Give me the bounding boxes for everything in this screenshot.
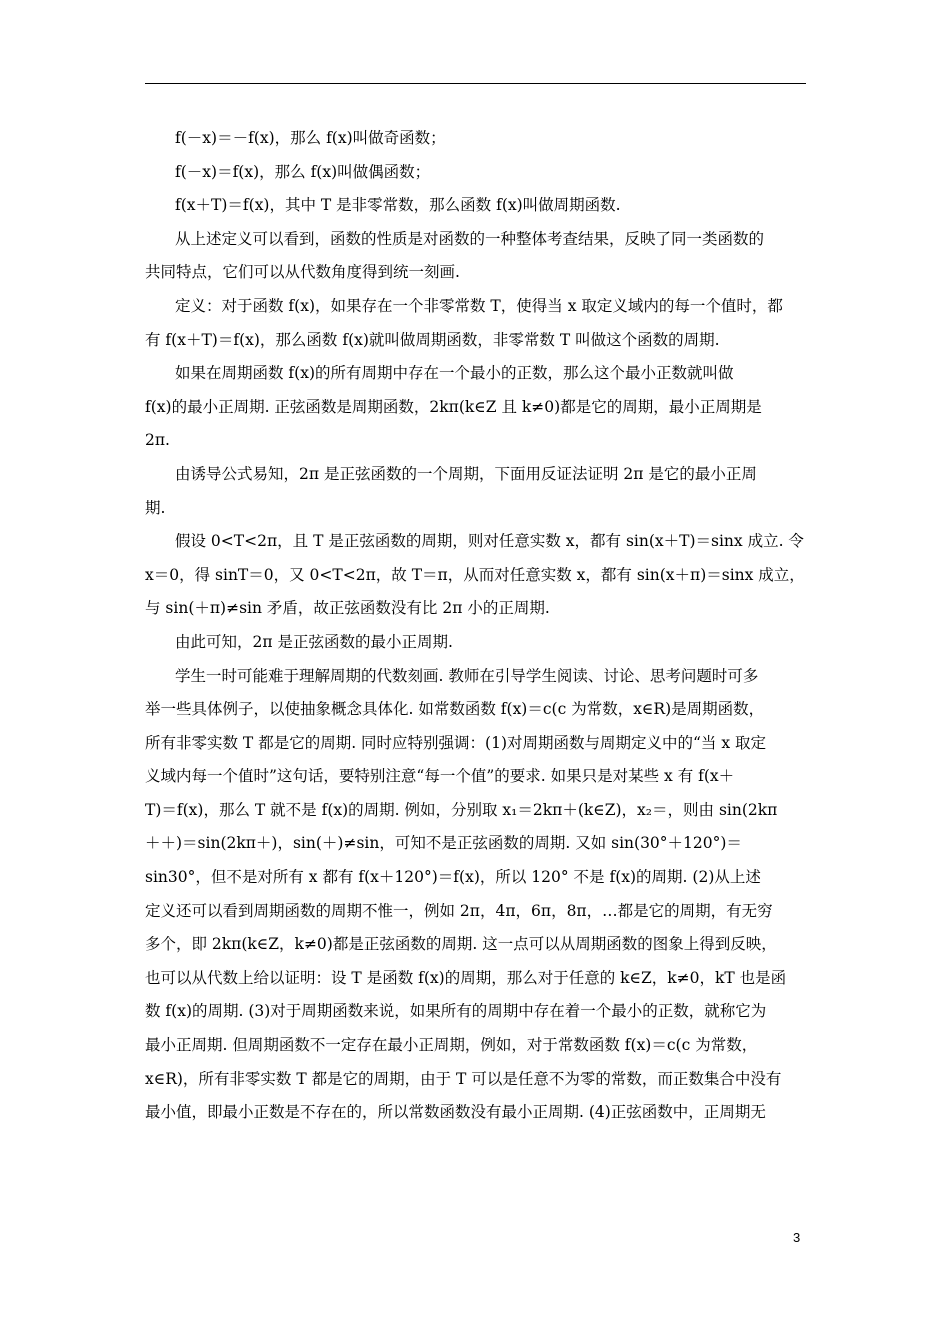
text-line: 义域内每一个值时”这句话，要特别注意“每一个值”的要求. 如果只是对某些 x 有 f(x＋ — [145, 767, 735, 786]
text-line: 2π. — [145, 431, 170, 450]
text-line: 共同特点，它们可以从代数角度得到统一刻画. — [145, 263, 460, 282]
text-line: 所有非零实数 T 都是它的周期. 同时应特别强调：(1)对周期函数与周期定义中的“当 x 取定 — [145, 733, 767, 752]
body-text — [145, 122, 806, 1130]
text-line: ＋＋)＝sin(2kπ＋)，sin(＋)≠sin，可知不是正弦函数的周期. 又如 sin(30°＋120°)＝ — [145, 834, 742, 853]
text-line: 与 sin(＋π)≠sin 矛盾，故正弦函数没有比 2π 小的正周期. — [145, 599, 550, 618]
text-line: 最小正周期. 但周期函数不一定存在最小正周期，例如，对于常数函数 f(x)＝c(c 为常数， — [145, 1036, 758, 1055]
text-line: 假设 0<T<2π，且 T 是正弦函数的周期，则对任意实数 x，都有 sin(x＋T)＝sinx 成立. 令 — [175, 532, 804, 551]
text-line: f(x)的最小正周期. 正弦函数是周期函数，2kπ(k∈Z 且 k≠0)都是它的周期，最小正周期是 — [145, 397, 762, 416]
text-line: 有 f(x＋T)＝f(x)，那么函数 f(x)就叫做周期函数，非零常数 T 叫做这个函数的周期. — [145, 330, 720, 349]
text-line: 期. — [145, 498, 166, 517]
text-line: 学生一时可能难于理解周期的代数刻画. 教师在引导学生阅读、讨论、思考问题时可多 — [175, 666, 759, 685]
text-line: 从上述定义可以看到，函数的性质是对函数的一种整体考查结果，反映了同一类函数的 — [175, 229, 765, 248]
text-line: sin30°，但不是对所有 x 都有 f(x＋120°)＝f(x)，所以 120° 不是 f(x)的周期. (2)从上述 — [145, 868, 761, 887]
text-line: f(－x)＝f(x)，那么 f(x)叫做偶函数； — [175, 162, 431, 181]
text-line: 多个，即 2kπ(k∈Z，k≠0)都是正弦函数的周期. 这一点可以从周期函数的图象上得到反映， — [145, 935, 777, 954]
text-line: x∈R)，所有非零实数 T 都是它的周期，由于 T 可以是任意不为零的常数，而正数集合中没有 — [145, 1069, 782, 1088]
text-line: 数 f(x)的周期. (3)对于周期函数来说，如果所有的周期中存在着一个最小的正数，就称它为 — [145, 1002, 767, 1021]
text-line: 也可以从代数上给以证明：设 T 是函数 f(x)的周期，那么对于任意的 k∈Z，k≠0，kT 也是函 — [145, 968, 787, 987]
page-number: 3 — [793, 1230, 801, 1245]
text-line: f(－x)＝－f(x)，那么 f(x)叫做奇函数； — [175, 129, 446, 147]
text-line: 由诱导公式易知，2π 是正弦函数的一个周期，下面用反证法证明 2π 是它的最小正周 — [175, 464, 757, 483]
text-line: 由此可知，2π 是正弦函数的最小正周期. — [175, 632, 453, 651]
text-line: 举一些具体例子，以使抽象概念具体化. 如常数函数 f(x)＝c(c 为常数，x∈R)是周期函数， — [145, 700, 765, 719]
text-line: 最小值，即最小正数是不存在的，所以常数函数没有最小正周期. (4)正弦函数中，正周期无 — [145, 1103, 766, 1122]
text-line: 定义：对于函数 f(x)，如果存在一个非零常数 T，使得当 x 取定义域内的每一个值时，都 — [175, 296, 783, 315]
text-line: x＝0，得 sinT＝0，又 0<T<2π，故 T＝π，从而对任意实数 x，都有 sin(x＋π)＝sinx 成立， — [145, 565, 805, 584]
text-line: f(x＋T)＝f(x)，其中 T 是非零常数，那么函数 f(x)叫做周期函数. — [175, 196, 621, 215]
text-line: T)＝f(x)，那么 T 就不是 f(x)的周期. 例如，分别取 x₁＝2kπ＋(k∈Z)，x₂＝，则由 sin(2kπ — [145, 800, 778, 819]
text-line: 如果在周期函数 f(x)的所有周期中存在一个最小的正数，那么这个最小正数就叫做 — [175, 364, 734, 383]
text-line: 定义还可以看到周期函数的周期不惟一，例如 2π，4π，6π，8π，…都是它的周期，有无穷 — [145, 901, 773, 920]
header-rule — [145, 83, 806, 84]
